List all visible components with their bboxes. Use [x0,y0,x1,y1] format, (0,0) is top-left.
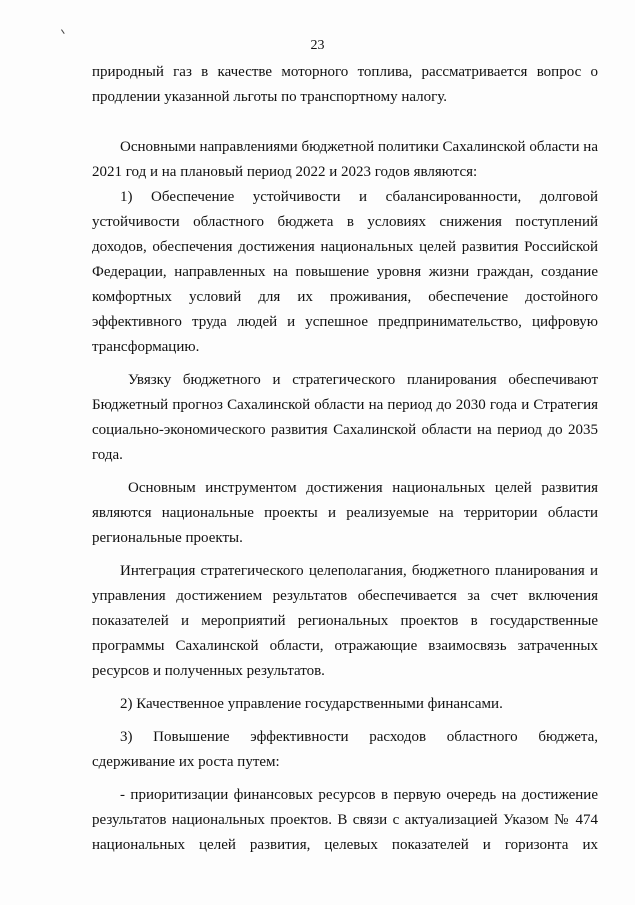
paragraph-item-3: 3) Повышение эффективности расходов областного бюджета, сдерживание их роста путем: [92,729,598,770]
scan-mark [61,27,68,34]
paragraph-integration: Интеграция стратегического целеполагания, бюджетного планирования и управления достижением результатов обеспечивается за счет включения показателей и мероприятий региональных проектов в государственные программы Сахалинской области, отражающие взаимосвязь затраченных ресурсов и полученных результатов. [92,563,598,679]
paragraph-gas-fuel: природный газ в качестве моторного топлива, рассматривается вопрос о продлении указанной льготы по транспортному налогу. [92,64,598,105]
paragraph-item-1: 1) Обеспечение устойчивости и сбалансированности, долговой устойчивости областного бюджета в условиях снижения поступлений доходов, обеспечения достижения национальных целей развития Российской Федерации, направленных на повышение уровня жизни граждан, создание комфортных условий для их проживания, обеспечение достойного эффективного труда людей и успешное предпринимательство, цифровую трансформацию. [92,189,598,355]
document-body [92,60,598,858]
paragraph-budget-directions: Основными направлениями бюджетной политики Сахалинской области на 2021 год и на плановый период 2022 и 2023 годов являются: [92,139,598,180]
paragraph-planning-link: Увязку бюджетного и стратегического планирования обеспечивают Бюджетный прогноз Сахалинской области на период до 2030 года и Стратегия социально-экономического развития Сахалинской области на период до 2035 года. [92,372,598,463]
paragraph-national-projects: Основным инструментом достижения национальных целей развития являются национальные проекты и реализуемые на территории области региональные проекты. [92,480,598,546]
paragraph-prioritization: - приоритизации финансовых ресурсов в первую очередь на достижение результатов национальных проектов. В связи с актуализацией Указом № 474 национальных целей развития, целевых показателей и горизонта их [92,787,598,853]
page-number: 23 [310,38,325,53]
paragraph-item-2: 2) Качественное управление государственными финансами. [120,696,503,712]
